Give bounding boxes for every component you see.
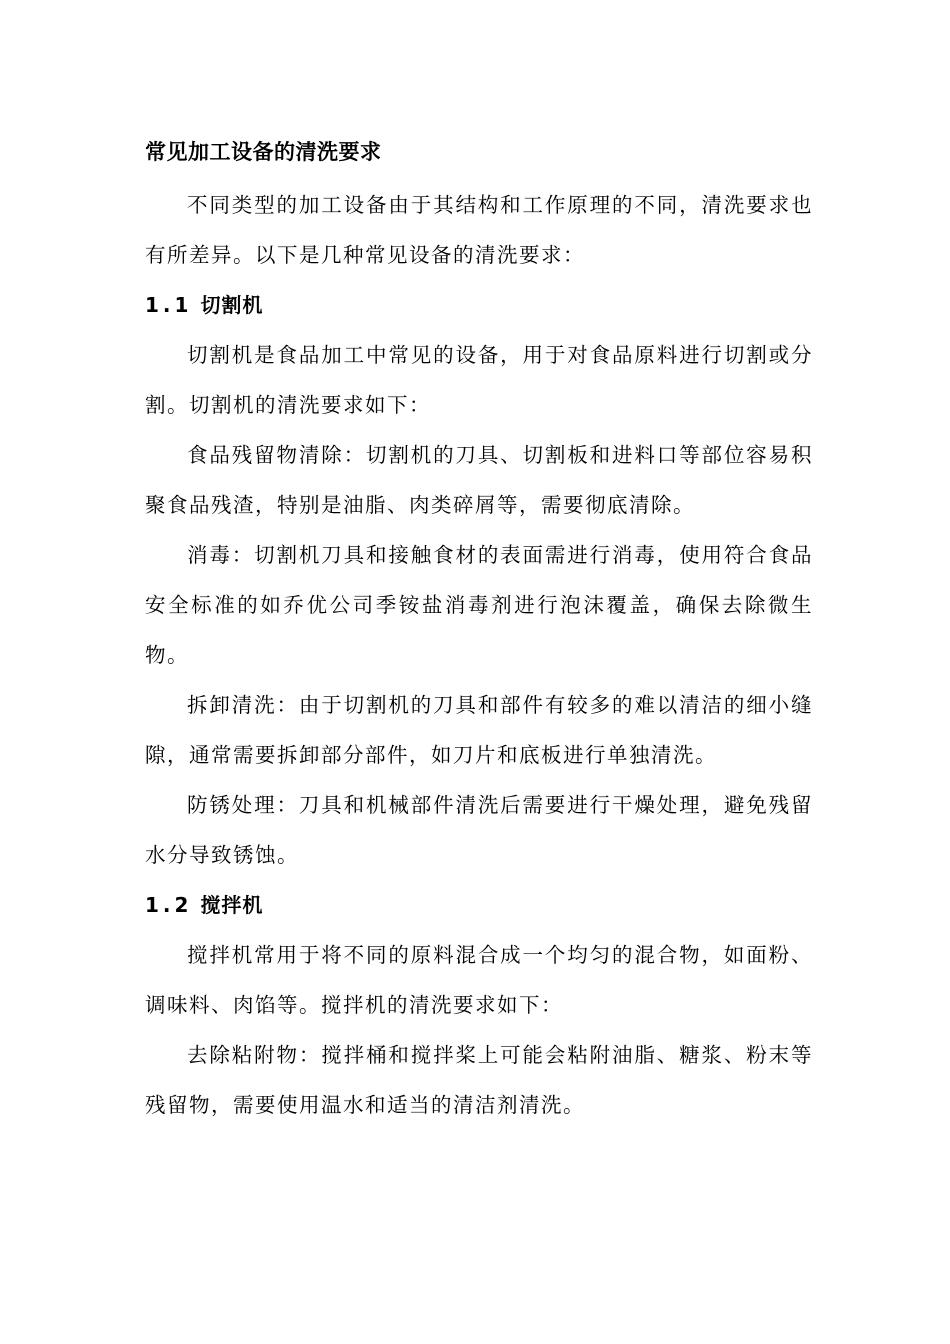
section-heading-cutter [145,280,813,330]
section-title: 切割机 [200,293,264,317]
cutter-intro-paragraph: 切割机是食品加工中常见的设备，用于对食品原料进行切割或分割。切割机的清洗要求如下： [145,343,813,417]
cutter-residue-paragraph: 食品残留物清除：切割机的刀具、切割板和进料口等部位容易积聚食品残渣，特别是油脂、肉类碎屑等，需要彻底清除。 [145,443,813,517]
section-number: 1.2 [145,893,193,917]
document-body [145,132,813,1130]
mixer-adhesion-paragraph: 去除粘附物：搅拌桶和搅拌桨上可能会粘附油脂、糖浆、粉末等残留物，需要使用温水和适当的清洁剂清洗。 [145,1043,813,1117]
cutter-rustproof-paragraph: 防锈处理：刀具和机械部件清洗后需要进行干燥处理，避免残留水分导致锈蚀。 [145,793,813,867]
section-title: 搅拌机 [200,893,264,917]
intro-paragraph: 不同类型的加工设备由于其结构和工作原理的不同，清洗要求也有所差异。以下是几种常见设备的清洗要求： [145,193,813,267]
cutter-disassembly-paragraph: 拆卸清洗：由于切割机的刀具和部件有较多的难以清洁的细小缝隙，通常需要拆卸部分部件，如刀片和底板进行单独清洗。 [145,693,813,767]
section-number: 1.1 [145,293,193,317]
section-heading-mixer [145,880,813,930]
mixer-intro-paragraph: 搅拌机常用于将不同的原料混合成一个均匀的混合物，如面粉、调味料、肉馅等。搅拌机的清洗要求如下： [145,943,813,1017]
document-title: 常见加工设备的清洗要求 [145,140,382,164]
cutter-disinfection-paragraph: 消毒：切割机刀具和接触食材的表面需进行消毒，使用符合食品安全标准的如乔优公司季铵盐消毒剂进行泡沫覆盖，确保去除微生物。 [145,543,813,667]
